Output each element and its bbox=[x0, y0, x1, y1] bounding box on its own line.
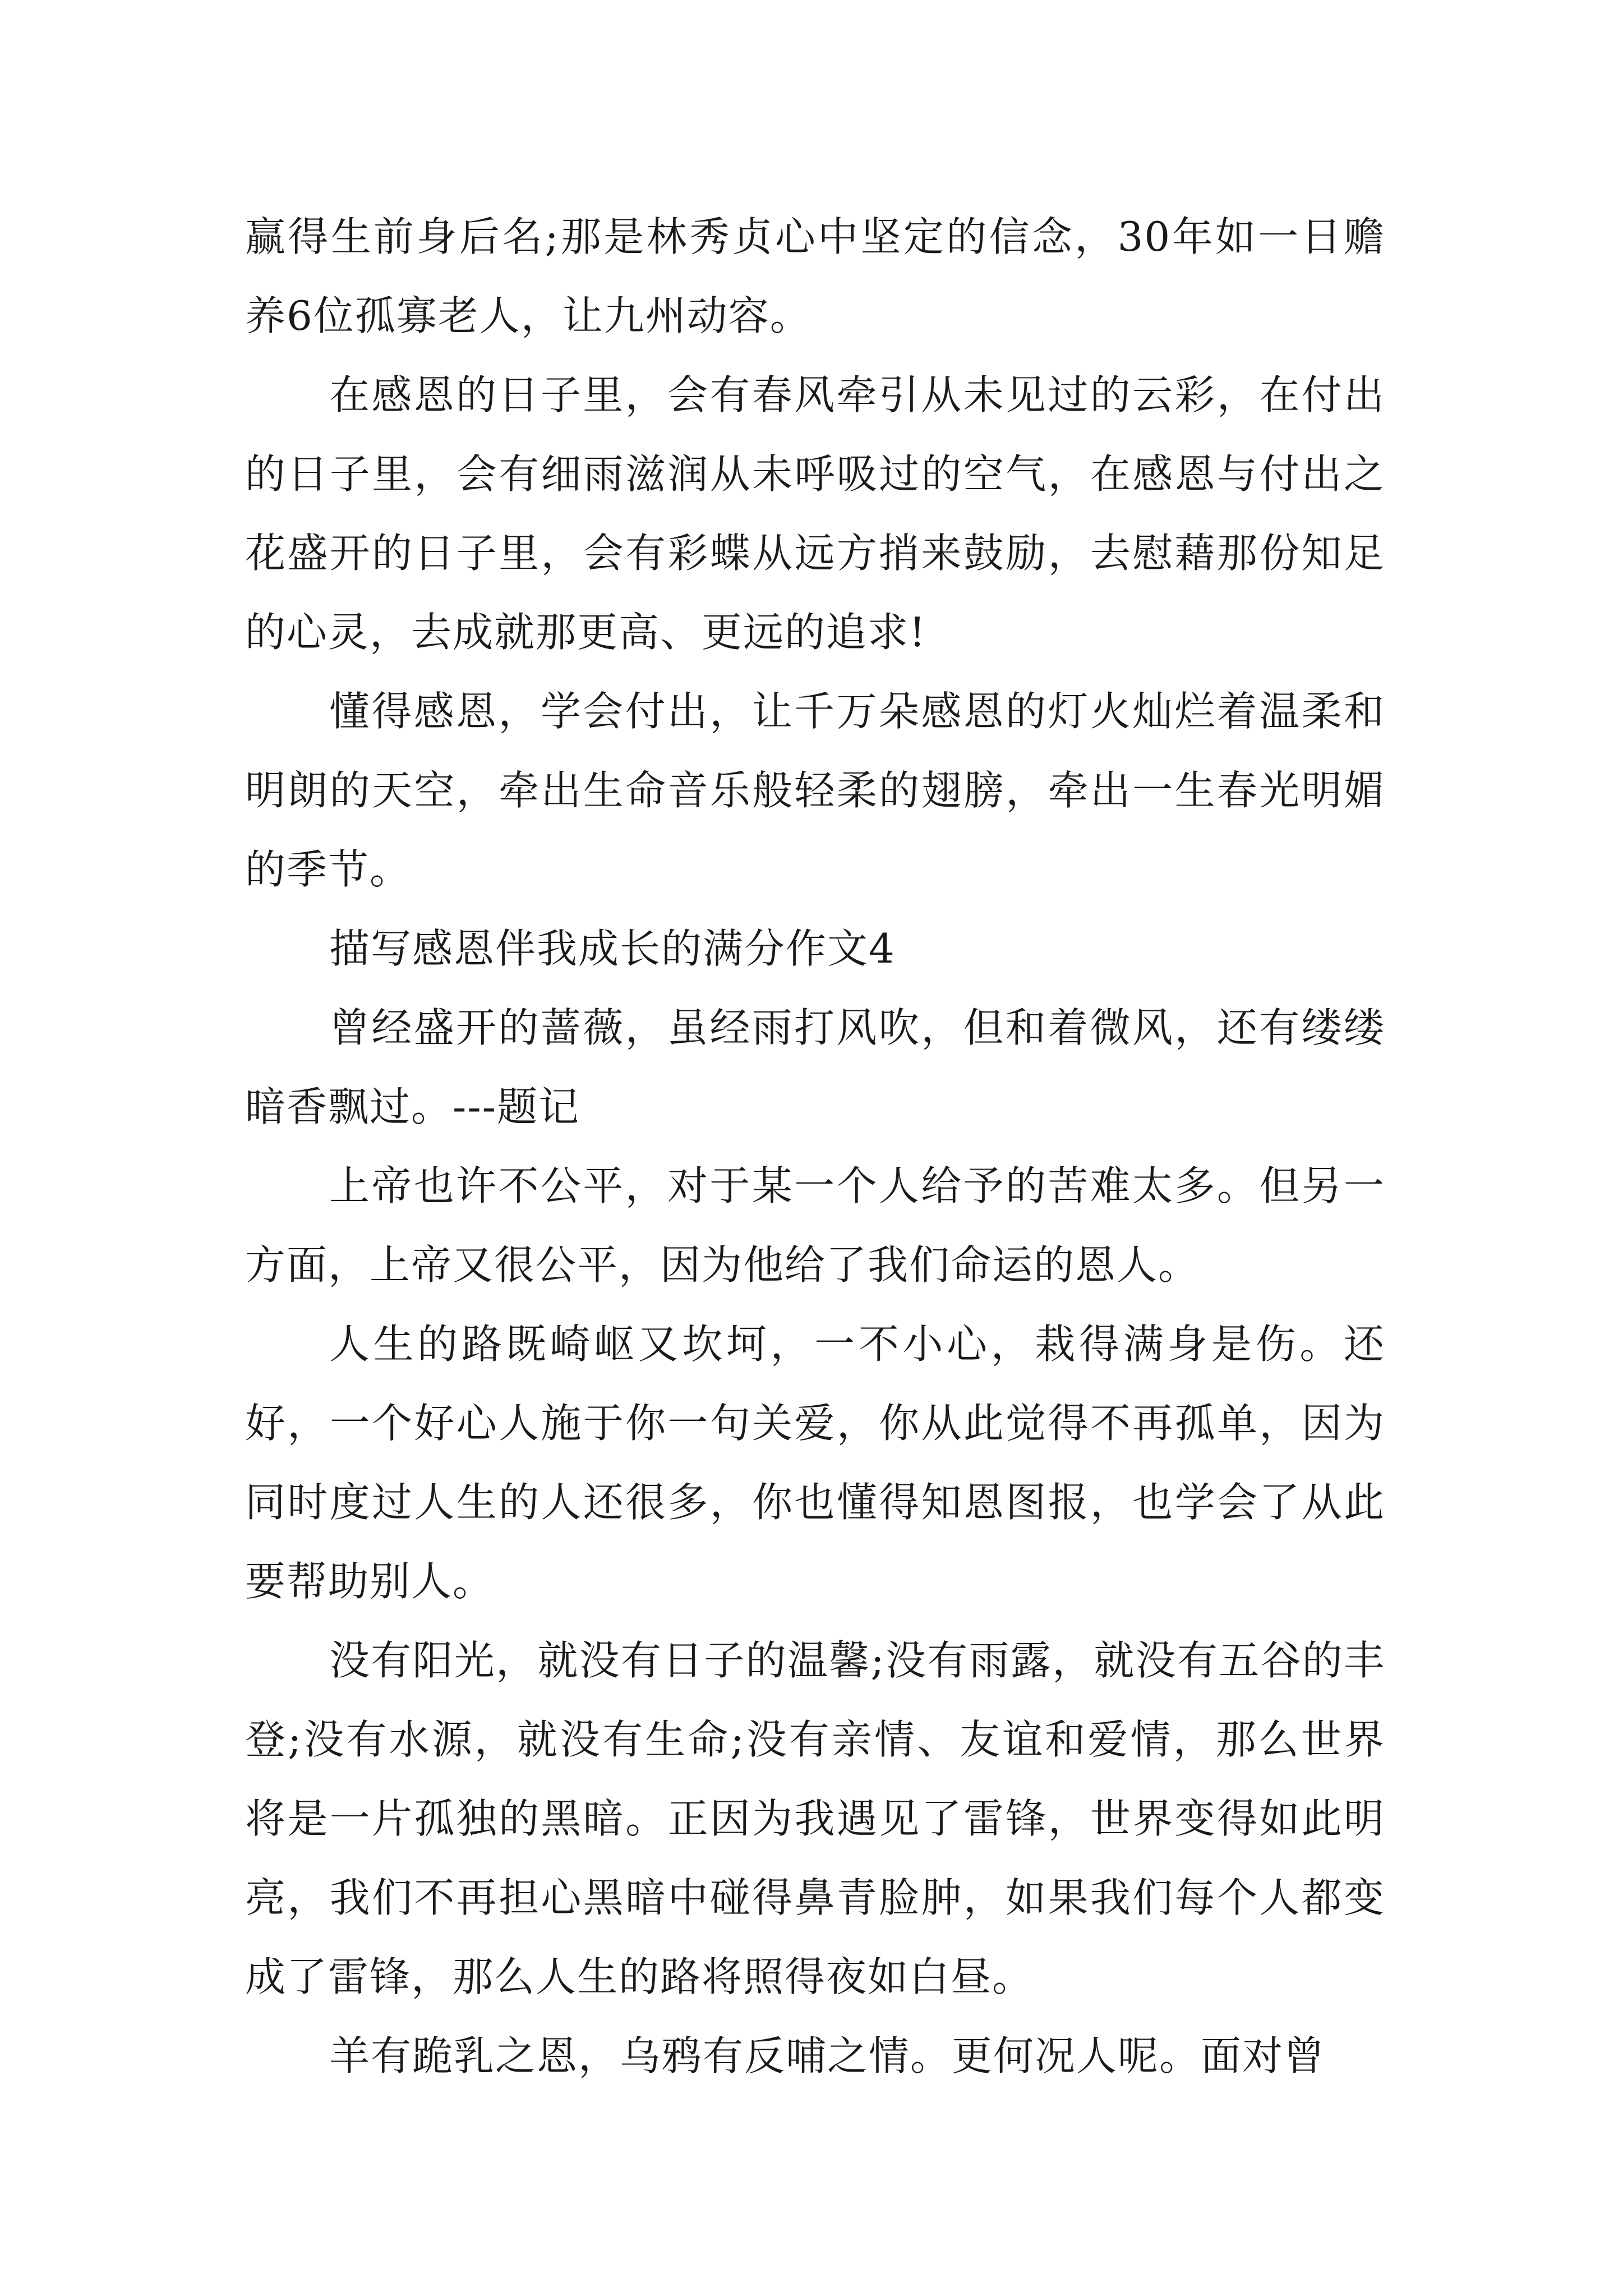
paragraph-5: 上帝也许不公平，对于某一个人给予的苦难太多。但另一方面，上帝又很公平，因为他给了我们命运的恩人。 bbox=[245, 1162, 1385, 1289]
paragraph-8: 羊有跪乳之恩，乌鸦有反哺之情。更何况人呢。面对曾 bbox=[329, 2032, 1326, 2079]
paragraph-epigraph: 曾经盛开的蔷薇，虽经雨打风吹，但和着微风，还有缕缕暗香飘过。---题记 bbox=[245, 1004, 1385, 1130]
paragraph-1: 赢得生前身后名;那是林秀贞心中坚定的信念，30年如一日赡养6位孤寡老人，让九州动容。 bbox=[245, 213, 1385, 339]
paragraph-2: 在感恩的日子里，会有春风牵引从未见过的云彩，在付出的日子里，会有细雨滋润从未呼吸过的空气，在感恩与付出之花盛开的日子里，会有彩蝶从远方捎来鼓励，去慰藉那份知足的心灵，去成就那更高、更远的追求! bbox=[245, 371, 1385, 656]
section-heading: 描写感恩伴我成长的满分作文4 bbox=[329, 925, 896, 972]
paragraph-6: 人生的路既崎岖又坎坷，一不小心，栽得满身是伤。还好，一个好心人施于你一句关爱，你从此觉得不再孤单，因为同时度过人生的人还很多，你也懂得知恩图报，也学会了从此要帮助别人。 bbox=[245, 1320, 1385, 1605]
paragraph-7: 没有阳光，就没有日子的温馨;没有雨露，就没有五谷的丰登;没有水源，就没有生命;没有亲情、友谊和爱情，那么世界将是一片孤独的黑暗。正因为我遇见了雷锋，世界变得如此明亮，我们不再担心黑暗中碰得鼻青脸肿，如果我们每个人都变成了雷锋，那么人生的路将照得夜如白昼。 bbox=[245, 1637, 1385, 2000]
document-body bbox=[245, 197, 1385, 2096]
paragraph-3: 懂得感恩，学会付出，让千万朵感恩的灯火灿烂着温柔和明朗的天空，牵出生命音乐般轻柔的翅膀，牵出一生春光明媚的季节。 bbox=[245, 688, 1385, 893]
